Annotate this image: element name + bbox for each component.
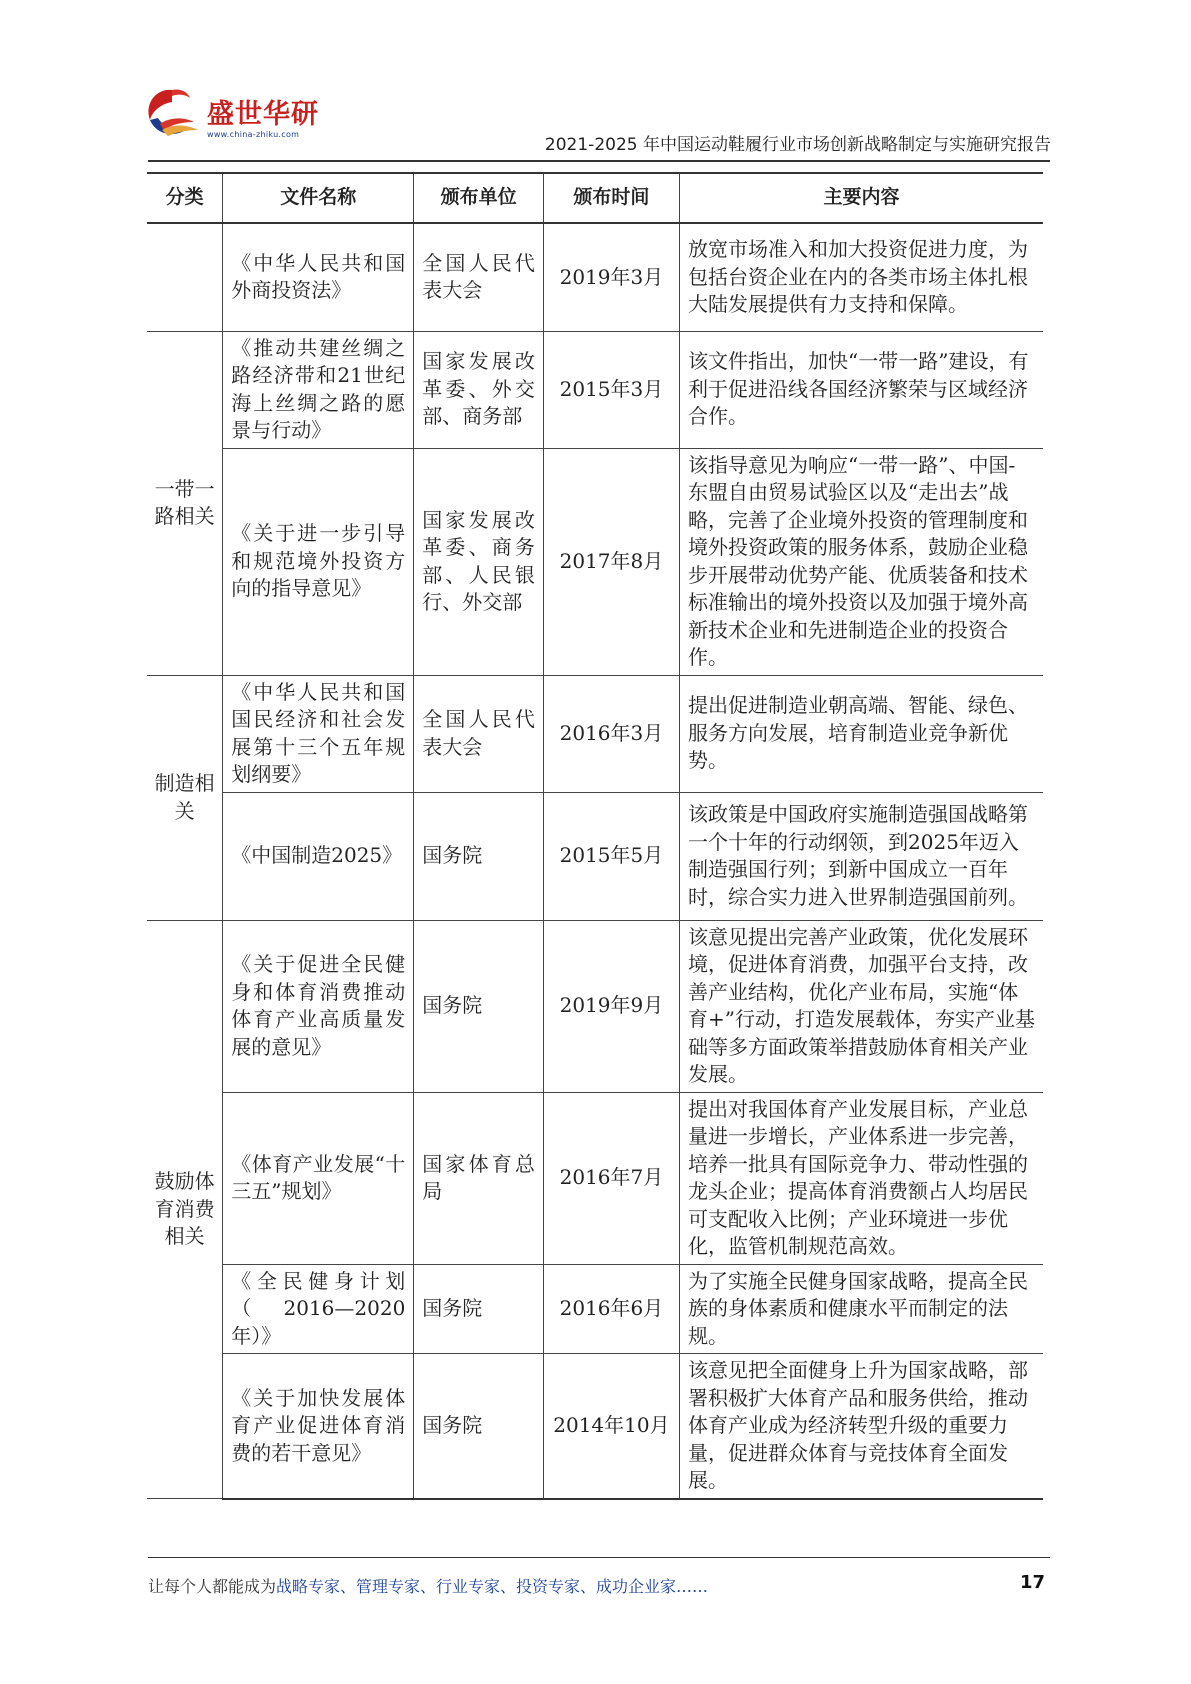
document-name-cell: 《中国制造2025》 xyxy=(223,792,414,920)
issuing-unit-cell: 国家体育总局 xyxy=(414,1092,544,1264)
table-row xyxy=(147,448,1043,675)
document-name-cell: 《中华人民共和国外商投资法》 xyxy=(223,223,414,331)
issuing-unit-cell: 国家发展改革委、外交部、商务部 xyxy=(414,331,544,448)
logo-emblem-icon xyxy=(142,84,204,146)
page-header xyxy=(0,0,1191,175)
logo-name: 盛世华研 xyxy=(207,99,319,130)
document-name-cell: 《体育产业发展“十三五”规划》 xyxy=(223,1092,414,1264)
page-number: 17 xyxy=(1020,1572,1046,1593)
content-cell: 为了实施全民健身国家战略，提高全民族的身体素质和健康水平而制定的法规。 xyxy=(680,1264,1043,1354)
policy-table xyxy=(147,172,1043,1500)
issuing-unit-cell: 国务院 xyxy=(414,920,544,1092)
header-issuing-unit: 颁布单位 xyxy=(414,173,544,223)
content-cell: 该意见把全面健身上升为国家战略，部署积极扩大体育产品和服务供给，推动体育产业成为经济转型升级的重要力量，促进群众体育与竞技体育全面发展。 xyxy=(680,1354,1043,1499)
issue-date-cell: 2015年3月 xyxy=(543,331,679,448)
table-row xyxy=(147,331,1043,448)
slogan-highlight: 战略专家、管理专家、行业专家、投资专家、成功企业家…… xyxy=(276,1577,709,1596)
header-issue-date: 颁布时间 xyxy=(543,173,679,223)
issue-date-cell: 2016年3月 xyxy=(543,675,679,792)
document-name-cell: 《关于促进全民健身和体育消费推动体育产业高质量发展的意见》 xyxy=(223,920,414,1092)
issuing-unit-cell: 国务院 xyxy=(414,1264,544,1354)
table-row xyxy=(147,675,1043,792)
issuing-unit-cell: 国务院 xyxy=(414,1354,544,1499)
issue-date-cell: 2015年5月 xyxy=(543,792,679,920)
table-row xyxy=(147,223,1043,331)
content-cell: 提出对我国体育产业发展目标，产业总量进一步增长，产业体系进一步完善，培养一批具有国际竞争力、带动性强的龙头企业；提高体育消费额占人均居民可支配收入比例；产业环境进一步优化，监管机制规范高效。 xyxy=(680,1092,1043,1264)
footer-slogan xyxy=(148,1574,708,1597)
company-logo xyxy=(142,80,322,150)
issue-date-cell: 2016年6月 xyxy=(543,1264,679,1354)
content-cell: 放宽市场准入和加大投资促进力度，为包括台资企业在内的各类市场主体扎根大陆发展提供有力支持和保障。 xyxy=(680,223,1043,331)
document-name-cell: 《全民健身计划（2016—2020年）》 xyxy=(223,1264,414,1354)
content-cell: 该意见提出完善产业政策，优化发展环境，促进体育消费，加强平台支持，改善产业结构，优化产业布局，实施“体育+”行动，打造发展载体，夯实产业基础等多方面政策举措鼓励体育相关产业发展。 xyxy=(680,920,1043,1092)
document-name-cell: 《中华人民共和国国民经济和社会发展第十三个五年规划纲要》 xyxy=(223,675,414,792)
issuing-unit-cell: 全国人民代表大会 xyxy=(414,223,544,331)
category-cell xyxy=(147,223,223,331)
table-header-row xyxy=(147,173,1043,223)
issuing-unit-cell: 国家发展改革委、商务部、人民银行、外交部 xyxy=(414,448,544,675)
issuing-unit-cell: 全国人民代表大会 xyxy=(414,675,544,792)
content-cell: 该政策是中国政府实施制造强国战略第一个十年的行动纲领，到2025年迈入制造强国行列；到新中国成立一百年时，综合实力进入世界制造强国前列。 xyxy=(680,792,1043,920)
table-row xyxy=(147,920,1043,1092)
category-cell: 鼓励体育消费相关 xyxy=(147,920,223,1499)
category-cell: 一带一路相关 xyxy=(147,331,223,675)
logo-url: www.china-zhiku.com xyxy=(207,130,300,139)
document-name-cell: 《推动共建丝绸之路经济带和21世纪海上丝绸之路的愿景与行动》 xyxy=(223,331,414,448)
issue-date-cell: 2016年7月 xyxy=(543,1092,679,1264)
content-cell: 该文件指出，加快“一带一路”建设，有利于促进沿线各国经济繁荣与区域经济合作。 xyxy=(680,331,1043,448)
issue-date-cell: 2019年3月 xyxy=(543,223,679,331)
table-row xyxy=(147,1092,1043,1264)
content-cell: 提出促进制造业朝高端、智能、绿色、服务方向发展，培育制造业竞争新优势。 xyxy=(680,675,1043,792)
content-cell: 该指导意见为响应“一带一路”、中国-东盟自由贸易试验区以及“走出去”战略，完善了企业境外投资的管理制度和境外投资政策的服务体系，鼓励企业稳步开展带动优势产能、优质装备和技术标准输出的境外投资以及加强于境外高新技术企业和先进制造企业的投资合作。 xyxy=(680,448,1043,675)
category-cell: 制造相关 xyxy=(147,675,223,920)
table-row xyxy=(147,1354,1043,1499)
header-document-name: 文件名称 xyxy=(223,173,414,223)
header-divider xyxy=(148,160,1050,162)
issue-date-cell: 2019年9月 xyxy=(543,920,679,1092)
table-row xyxy=(147,792,1043,920)
header-main-content: 主要内容 xyxy=(680,173,1043,223)
issue-date-cell: 2014年10月 xyxy=(543,1354,679,1499)
issue-date-cell: 2017年8月 xyxy=(543,448,679,675)
slogan-prefix: 让每个人都能成为 xyxy=(148,1577,277,1596)
issuing-unit-cell: 国务院 xyxy=(414,792,544,920)
table-row xyxy=(147,1264,1043,1354)
header-category: 分类 xyxy=(147,173,223,223)
document-name-cell: 《关于加快发展体育产业促进体育消费的若干意见》 xyxy=(223,1354,414,1499)
document-name-cell: 《关于进一步引导和规范境外投资方向的指导意见》 xyxy=(223,448,414,675)
report-title: 2021-2025 年中国运动鞋履行业市场创新战略制定与实施研究报告 xyxy=(544,135,1051,155)
footer-divider xyxy=(148,1557,1050,1558)
